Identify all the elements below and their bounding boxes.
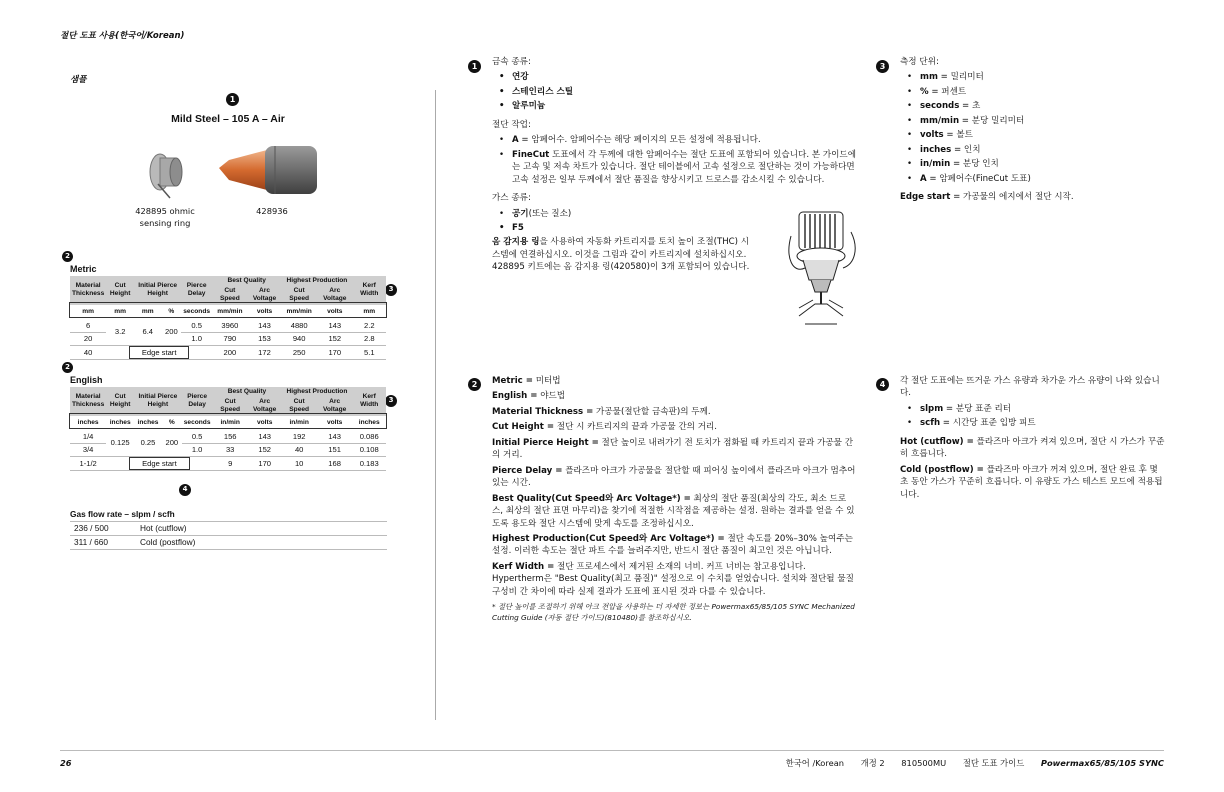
gas-flow-title: Gas flow rate – slpm / scfh [70, 509, 175, 519]
metric-cut-table [70, 276, 386, 360]
list-item: • A = 암페어수. 암페어수는 해당 페이지의 모든 설정에 적용됩니다. [492, 134, 857, 146]
list-item: • scfh = 시간당 표준 입방 피트 [900, 417, 1168, 429]
list-item: • volts = 볼트 [900, 129, 1170, 141]
units-highlight-box [69, 302, 387, 318]
list-item: • slpm = 분당 표준 리터 [900, 403, 1168, 415]
metric-header-row [70, 276, 386, 286]
table-row: 40 Edge start 200 172 250 170 5.1 [70, 346, 386, 360]
english-units-row: inches inches inches % seconds in/min volts in/min volts inches [77, 418, 380, 426]
header-kerf-width: Kerf Width [353, 276, 386, 305]
callout-1: 1 [226, 93, 239, 106]
metal-list [492, 71, 857, 112]
list-item: • in/min = 분당 인치 [900, 158, 1170, 170]
header-highest-production: Highest Production [281, 276, 352, 286]
header-cut-speed: Cut Speed [212, 286, 248, 304]
table-row: 1/4 0.125 0.25 200 0.5 156 143 192 143 0.086 [70, 430, 386, 444]
table-row: 236 / 500 Hot (cutflow) [70, 522, 387, 536]
torch-ohmic-illustration [785, 208, 865, 330]
def-metric: Metric = 미터법 [492, 376, 561, 386]
part-label-cartridge: 428936 [256, 206, 288, 216]
list-item: • F5 [492, 222, 857, 234]
list-item: • A = 암페어수(FineCut 도표) [900, 173, 1170, 185]
chart-title: Mild Steel – 105 A – Air [171, 113, 285, 125]
callout-3-right: 3 [876, 60, 889, 73]
header-material-thickness: Material Thickness [70, 387, 106, 416]
units-title: 측정 단위: [900, 57, 939, 67]
metric-label: Metric [70, 264, 97, 274]
def-hot-cutflow: Hot (cutflow) = 플라즈마 아크가 켜져 있으며, 절단 시 가스가 꾸준히 흐릅니다. [900, 436, 1165, 460]
part-label-ohmic: 428895 ohmic sensing ring [135, 206, 195, 228]
definitions-section [492, 375, 857, 626]
header-best-quality: Best Quality [212, 276, 281, 286]
header-best-quality: Best Quality [213, 387, 282, 397]
header-cut-height: Cut Height [106, 276, 134, 305]
table-row: 1-1/2 Edge start 9 170 10 168 0.183 [70, 457, 386, 471]
footer-info [772, 757, 1164, 769]
callout-3-metric: 3 [385, 283, 397, 296]
def-kerf-width: Kerf Width = 절단 프로세스에서 제거된 소재의 너비. 커프 너비는 참고용입니다. Hypertherm은 "Best Quality(최고 품질)" 설정으로 이 수치를 얻었습니다. 설치와 절단될 물질 구성비 간 차이에 따라 실제 결과가 도표에 표시된 것과 다를 수 있습니다. [492, 561, 854, 597]
header-initial-pierce: Initial Pierce Height [134, 387, 182, 416]
def-cold-postflow: Cold (postflow) = 플라즈마 아크가 꺼져 있으며, 절단 완료 후 몇 초 동안 가스가 꾸준히 흐릅니다. 이 유량도 가스 테스트 모드에 적용됩니다. [900, 464, 1163, 500]
list-item: • % = 퍼센트 [900, 86, 1170, 98]
callout-2-english: 2 [62, 361, 73, 373]
callout-1-mid: 1 [468, 60, 481, 73]
def-cut-height: Cut Height = 절단 시 카트리지의 끝과 가공물 간의 거리. [492, 422, 718, 433]
list-item: • 스테인리스 스틸 [492, 86, 857, 98]
table-row: 6 3.2 6.4 200 0.5 3960 143 4880 143 2.2 [70, 319, 386, 333]
job-title: 절단 작업: [492, 119, 531, 130]
ohmic-ring-text: 옴 감지용 링을 사용하여 자동화 카트리지를 토치 높이 조절(THC) 시스템에 연결하십시오. 이것을 그림과 같이 카트리지에 설치하십시오. 428895 키트에는 옴 감지용 링(420580)이 3개 포함되어 있습니다. [492, 237, 750, 273]
units-list [900, 71, 1170, 185]
list-item: • inches = 인치 [900, 144, 1170, 156]
job-list [492, 134, 857, 186]
callout-3-english: 3 [385, 394, 397, 407]
list-item: • mm = 밀리미터 [900, 71, 1170, 83]
footnote: * 절단 높이를 조절하기 위해 아크 전압을 사용하는 더 자세한 정보는 Powermax65/85/105 SYNC Mechanized Cutting Guide (자동 절단 가이드)(810480)를 참조하십시오. [492, 602, 855, 622]
table-row: 311 / 660 Cold (postflow) [70, 536, 387, 550]
footer-product: Powermax65/85/105 SYNC [1040, 758, 1164, 768]
metric-units-row: mm mm mm % seconds mm/min volts mm/min volts mm [82, 307, 376, 315]
gas-flow-intro: 각 절단 도표에는 뜨거운 가스 유량과 차가운 가스 유량이 나와 있습니다. [900, 376, 1160, 399]
footer-guide-name: 절단 도표 가이드 [962, 758, 1025, 768]
table-row: 3/4 1.0 33 152 40 151 0.108 [70, 443, 386, 457]
gas-flow-units-list [900, 403, 1168, 430]
callout-4: 4 [179, 483, 191, 496]
list-item: • seconds = 초 [900, 100, 1170, 112]
header-cut-speed: Cut Speed [213, 397, 248, 415]
callout-2-metric: 2 [62, 250, 73, 262]
footer-language: 한국어 /Korean [785, 758, 845, 768]
def-english: English = 야드법 [492, 391, 566, 402]
list-item: • 알루미늄 [492, 100, 857, 112]
header-pierce-delay: Pierce Delay [182, 387, 213, 416]
gas-flow-table [70, 521, 387, 550]
english-cut-table [70, 387, 386, 471]
header-cut-height: Cut Height [106, 387, 134, 416]
units-highlight-box [69, 413, 387, 429]
list-item: • 연강 [492, 71, 857, 83]
footer-revision: 개정 2 [860, 758, 885, 768]
header-pierce-delay: Pierce Delay [181, 276, 212, 305]
header-kerf-width: Kerf Width [352, 387, 386, 416]
callout-4-right: 4 [876, 378, 889, 391]
gas-type-title: 가스 종류: [492, 193, 531, 204]
edge-start-def: Edge start = 가공물의 에지에서 절단 시작. [900, 192, 1074, 203]
page-footer [60, 750, 1164, 768]
list-item: • FineCut 도표에서 각 두께에 대한 암페어수는 절단 도표에 포함되어 있습니다. 본 가이드에는 고속 및 저속 차트가 있습니다. 절단 테이블에서 고속 설정으로 절단하는 것이 가능하다면 고속 설정은 일부 두께에서 절단 품질을 향상시키고 드로스를 감소시킬 수 있습니다. [492, 149, 857, 186]
def-pierce-delay: Pierce Delay = 플라즈마 아크가 가공물을 절단할 때 피어싱 높이에서 플라즈마 아크가 멈추어 있는 시간. [492, 465, 856, 489]
document-header-title: 절단 도표 사용(한국어/Korean) [60, 31, 185, 41]
metal-title: 금속 종류: [492, 57, 531, 67]
english-label: English [70, 375, 103, 385]
column-divider [435, 90, 436, 720]
header-initial-pierce: Initial Pierce Height [134, 276, 181, 305]
section-label-sample: 샘플 [70, 75, 87, 85]
def-highest-production: Highest Production(Cut Speed와 Arc Voltage*) = 절단 속도를 20%–30% 높여주는 설정. 이러한 속도는 절단 파트 수를 늘려주지만, 반드시 절단 품질이 최고인 것은 아닙니다. [492, 533, 853, 557]
callout-2-mid: 2 [468, 378, 481, 391]
header-arc-voltage: Arc Voltage [317, 397, 353, 415]
edge-start-box: Edge start [129, 457, 190, 470]
edge-start-box: Edge start [129, 346, 190, 359]
def-best-quality: Best Quality(Cut Speed와 Arc Voltage*) = 최상의 절단 품질(최상의 각도, 최소 드로스, 최상의 절단 표면 마무리)을 찾기에 적절한 시작점을 제공하는 설정. 원하는 결과를 얻을 수 있도록 용도와 절단 시스템에 맞게 속도를 조정하십시오. [492, 493, 855, 529]
header-arc-voltage: Arc Voltage [248, 286, 282, 304]
table-row: 20 1.0 790 153 940 152 2.8 [70, 332, 386, 346]
header-arc-voltage: Arc Voltage [317, 286, 353, 304]
header-material-thickness: Material Thickness [70, 276, 106, 305]
page-number: 26 [60, 758, 72, 768]
units-section [900, 56, 1170, 207]
footer-doc-number: 810500MU [901, 758, 947, 768]
header-cut-speed: Cut Speed [281, 286, 317, 304]
list-item: • 공기(또는 질소) [492, 208, 857, 220]
header-highest-production: Highest Production [282, 387, 353, 397]
list-item: • mm/min = 분당 밀리미터 [900, 115, 1170, 127]
def-material-thickness: Material Thickness = 가공물(절단할 금속판)의 두께. [492, 406, 711, 417]
header-cut-speed: Cut Speed [282, 397, 317, 415]
cartridge-image [215, 138, 325, 202]
ohmic-ring-image [140, 140, 200, 200]
gas-flow-definitions [900, 375, 1168, 504]
def-initial-pierce-height: Initial Pierce Height = 절단 높이로 내려가기 전 토치가 점화될 때 카트리지 끝과 가공물 간의 거리. [492, 437, 854, 461]
header-arc-voltage: Arc Voltage [248, 397, 282, 415]
